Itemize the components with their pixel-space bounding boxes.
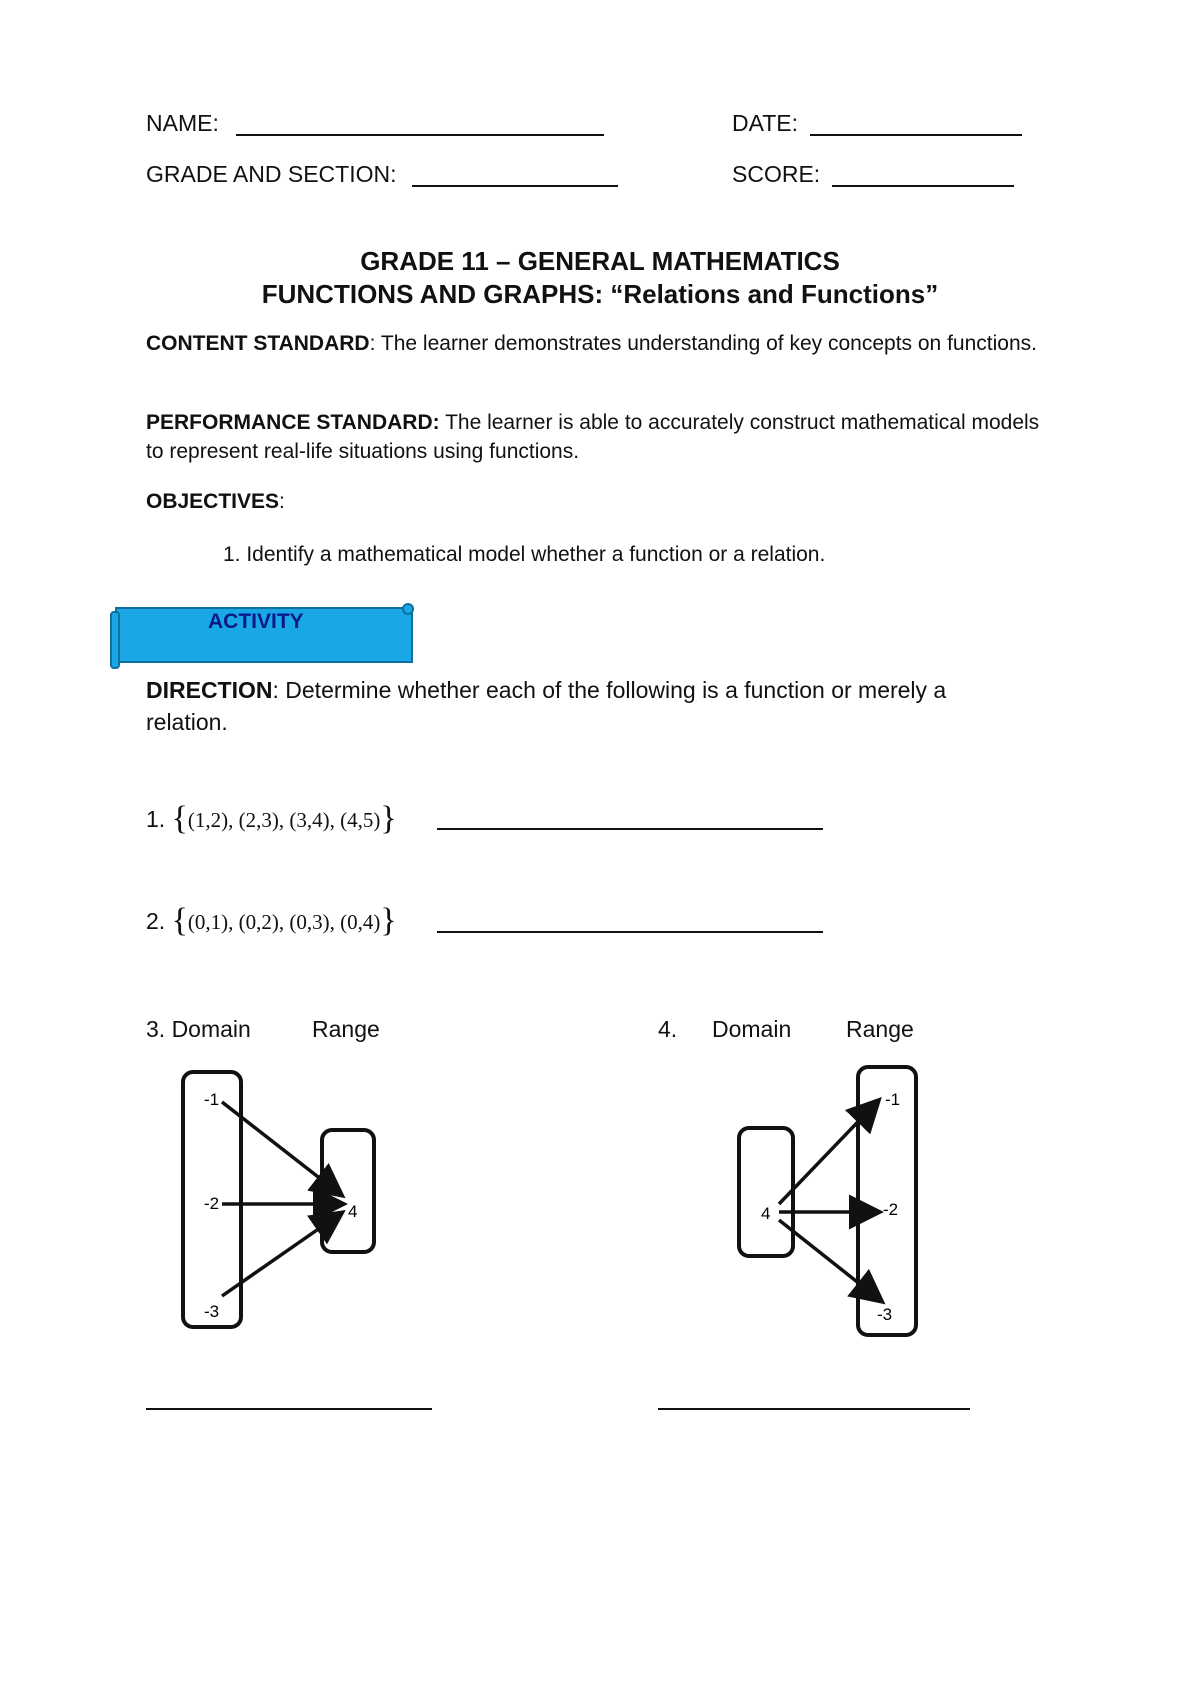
range-4-value-2: -2 bbox=[883, 1200, 899, 1219]
domain-4-value-1: 4 bbox=[761, 1204, 771, 1223]
performance-standard-text: The learner is able to accurately construct mathematical models to represent real-life situations using functions. bbox=[146, 411, 1040, 463]
content-standard bbox=[146, 329, 1046, 358]
arrow-4-c bbox=[779, 1220, 880, 1300]
direction-text: : Determine whether each of the following is a function or merely a relation. bbox=[146, 677, 947, 735]
question-3-range-heading: Range bbox=[312, 1016, 380, 1042]
question-2-number: 2. bbox=[146, 908, 166, 934]
question-2 bbox=[146, 900, 397, 938]
question-2-brace-open: { bbox=[171, 902, 188, 939]
question-1-answer-line[interactable] bbox=[437, 810, 823, 830]
objectives-label: OBJECTIVES bbox=[146, 490, 280, 513]
content-standard-label: CONTENT STANDARD bbox=[146, 332, 370, 355]
question-3-heading: 3. Domain bbox=[146, 1016, 251, 1042]
domain-3-value-1: -1 bbox=[204, 1090, 220, 1109]
range-4-value-3: -3 bbox=[877, 1305, 893, 1324]
activity-banner-label: ACTIVITY bbox=[208, 610, 304, 633]
domain-3-value-2: -2 bbox=[204, 1194, 220, 1213]
range-3-value-1: 4 bbox=[348, 1202, 358, 1221]
mapping-diagram-3 bbox=[170, 1060, 390, 1340]
objectives-heading bbox=[146, 487, 1046, 516]
name-label: NAME: bbox=[146, 110, 219, 136]
score-label: SCORE: bbox=[732, 161, 821, 187]
performance-standard-label: PERFORMANCE STANDARD: bbox=[146, 411, 440, 434]
objectives-colon: : bbox=[279, 490, 285, 513]
objective-1: 1. Identify a mathematical model whether a function or a relation. bbox=[223, 543, 826, 566]
question-1-number: 1. bbox=[146, 806, 166, 832]
performance-standard bbox=[146, 408, 1046, 466]
page-subtitle: FUNCTIONS AND GRAPHS: “Relations and Functions” bbox=[261, 279, 939, 309]
question-4-answer-line[interactable] bbox=[658, 1390, 970, 1410]
direction-label: DIRECTION bbox=[146, 677, 273, 703]
question-1 bbox=[146, 798, 397, 836]
question-3-answer-line[interactable] bbox=[146, 1390, 432, 1410]
domain-oval-4 bbox=[739, 1128, 793, 1256]
question-1-set: (1,2), (2,3), (3,4), (4,5) bbox=[187, 808, 381, 832]
question-2-set: (0,1), (0,2), (0,3), (0,4) bbox=[187, 910, 381, 934]
question-2-answer-line[interactable] bbox=[437, 913, 823, 933]
direction bbox=[146, 674, 1026, 738]
page-title: GRADE 11 – GENERAL MATHEMATICS bbox=[360, 246, 840, 276]
score-field[interactable] bbox=[832, 161, 1014, 187]
date-label: DATE: bbox=[732, 110, 799, 136]
question-4-domain-heading: Domain bbox=[712, 1016, 792, 1042]
content-standard-text: : The learner demonstrates understanding of key concepts on functions. bbox=[369, 332, 1037, 355]
date-field[interactable] bbox=[810, 110, 1022, 136]
question-4-number: 4. bbox=[658, 1016, 678, 1042]
domain-3-value-3: -3 bbox=[204, 1302, 220, 1321]
name-field[interactable] bbox=[236, 110, 604, 136]
question-2-brace-close: } bbox=[380, 902, 397, 939]
question-1-brace-open: { bbox=[171, 800, 188, 837]
range-oval-3 bbox=[322, 1130, 374, 1252]
mapping-diagram-4 bbox=[725, 1055, 925, 1345]
grade-section-field[interactable] bbox=[412, 161, 618, 187]
grade-section-label: GRADE AND SECTION: bbox=[146, 161, 397, 187]
activity-banner-left-roll bbox=[111, 612, 119, 668]
question-1-brace-close: } bbox=[380, 800, 397, 837]
activity-banner-right-roll bbox=[403, 604, 413, 614]
range-4-value-1: -1 bbox=[885, 1090, 901, 1109]
question-4-range-heading: Range bbox=[846, 1016, 914, 1042]
